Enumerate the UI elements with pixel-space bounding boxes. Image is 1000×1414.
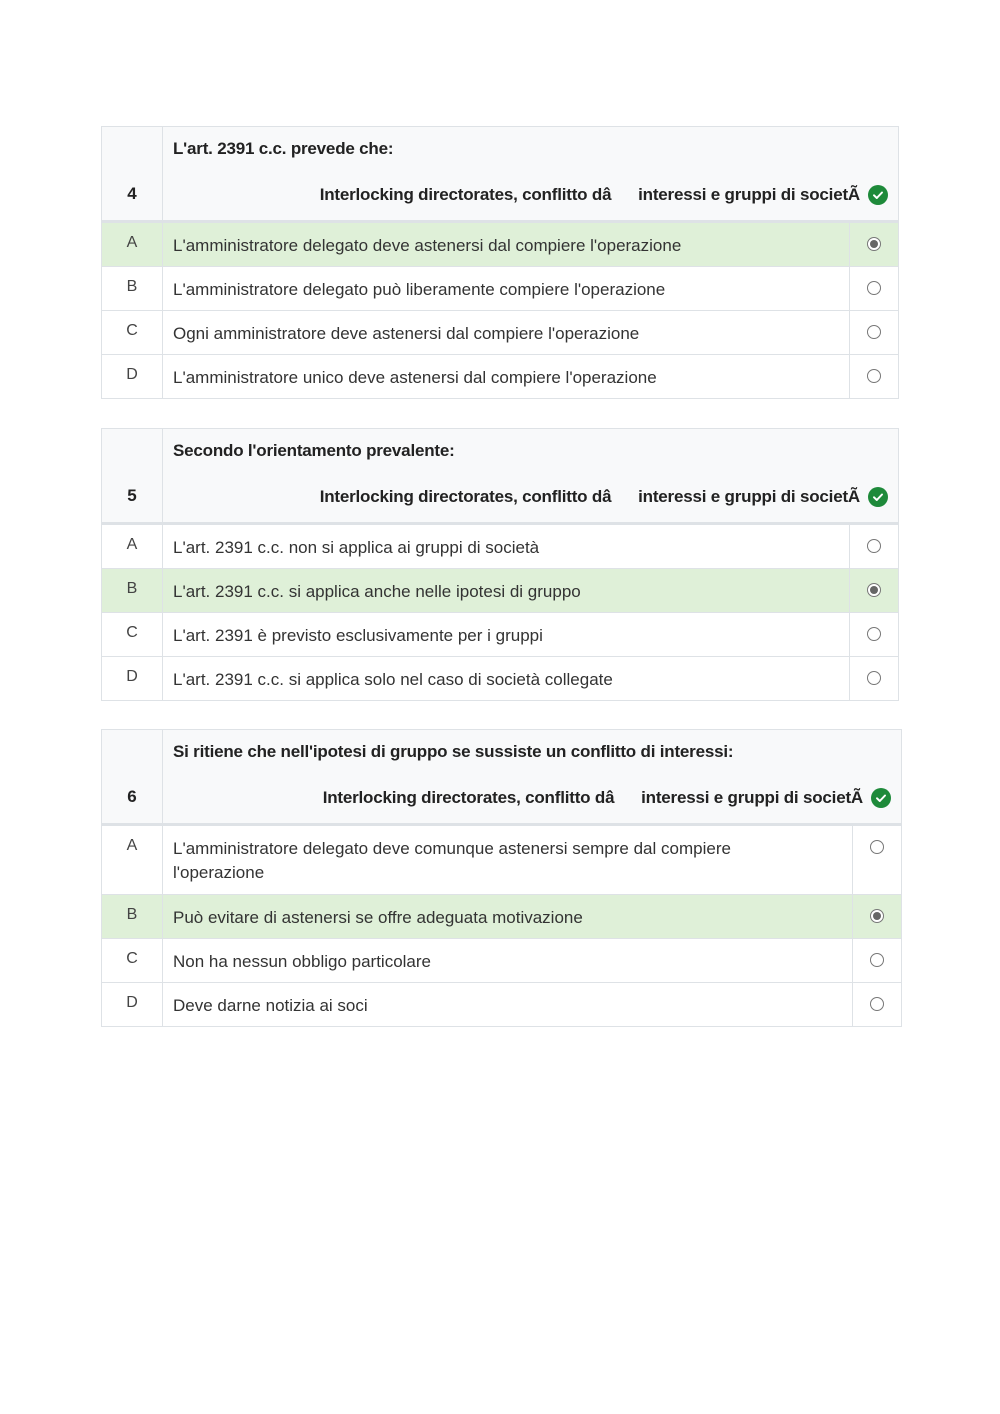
radio-icon[interactable] (867, 539, 881, 553)
radio-icon[interactable] (870, 997, 884, 1011)
answer-row-c[interactable] (102, 938, 901, 982)
topic-label: Interlocking directorates, conflitto dâinteressi e gruppi di societÃ (322, 788, 863, 807)
answer-text: L'amministratore delegato deve comunque astenersi sempre dal compiere l'operazione (173, 839, 731, 882)
answer-text: Ogni amministratore deve astenersi dal compiere l'operazione (173, 324, 640, 343)
radio-icon[interactable] (870, 840, 884, 854)
radio-icon[interactable] (867, 281, 881, 295)
question-header (102, 127, 898, 222)
answer-text: Può evitare di astenersi se offre adeguata motivazione (173, 908, 583, 927)
answer-letter: C (102, 311, 163, 354)
topic-label: Interlocking directorates, conflitto dâinteressi e gruppi di societÃ (319, 487, 860, 506)
answer-row-b[interactable] (102, 266, 898, 310)
answer-letter: D (102, 657, 163, 700)
topic-label: Interlocking directorates, conflitto dâinteressi e gruppi di societÃ (319, 185, 860, 204)
question-topic (320, 184, 888, 206)
radio-icon[interactable] (870, 953, 884, 967)
answer-letter: A (102, 223, 163, 266)
check-circle-icon (871, 788, 891, 808)
answer-text: L'art. 2391 c.c. si applica anche nelle ipotesi di gruppo (173, 582, 581, 601)
question-block-4 (101, 126, 899, 399)
answer-row-d[interactable] (102, 982, 901, 1026)
question-number: 5 (102, 429, 163, 522)
check-circle-icon (868, 487, 888, 507)
answer-text: L'amministratore unico deve astenersi dal compiere l'operazione (173, 368, 657, 387)
answer-letter: D (102, 355, 163, 398)
answer-row-b[interactable] (102, 894, 901, 938)
answer-row-a[interactable] (102, 825, 901, 894)
answer-letter: B (102, 895, 163, 938)
answer-letter: A (102, 525, 163, 568)
question-number: 4 (102, 127, 163, 220)
answer-text: L'art. 2391 è previsto esclusivamente per i gruppi (173, 626, 543, 645)
radio-icon[interactable] (867, 369, 881, 383)
radio-icon[interactable] (867, 325, 881, 339)
answer-row-c[interactable] (102, 612, 898, 656)
check-circle-icon (868, 185, 888, 205)
answer-text: L'art. 2391 c.c. si applica solo nel caso di società collegate (173, 670, 613, 689)
radio-icon[interactable] (870, 909, 884, 923)
answer-row-c[interactable] (102, 310, 898, 354)
answer-row-d[interactable] (102, 656, 898, 700)
radio-icon[interactable] (867, 627, 881, 641)
question-header (102, 429, 898, 524)
answer-text: L'amministratore delegato deve astenersi dal compiere l'operazione (173, 236, 682, 255)
radio-icon[interactable] (867, 583, 881, 597)
question-header (102, 730, 901, 825)
question-text: L'art. 2391 c.c. prevede che: (173, 139, 394, 158)
question-block-5 (101, 428, 899, 701)
answer-text: L'amministratore delegato può liberamente compiere l'operazione (173, 280, 666, 299)
question-topic (323, 787, 891, 809)
question-number: 6 (102, 730, 163, 823)
question-block-6 (101, 729, 902, 1027)
question-text: Secondo l'orientamento prevalente: (173, 441, 455, 460)
answer-letter: A (102, 826, 163, 894)
answer-letter: C (102, 939, 163, 982)
answer-text: Non ha nessun obbligo particolare (173, 952, 432, 971)
answer-row-b[interactable] (102, 568, 898, 612)
answer-text: L'art. 2391 c.c. non si applica ai gruppi di società (173, 538, 540, 557)
question-topic (320, 486, 888, 508)
answer-letter: B (102, 267, 163, 310)
answer-row-d[interactable] (102, 354, 898, 398)
answer-row-a[interactable] (102, 524, 898, 568)
answer-letter: D (102, 983, 163, 1026)
answer-row-a[interactable] (102, 222, 898, 266)
radio-icon[interactable] (867, 671, 881, 685)
question-text: Si ritiene che nell'ipotesi di gruppo se sussiste un conflitto di interessi: (173, 742, 734, 761)
answer-letter: B (102, 569, 163, 612)
answer-text: Deve darne notizia ai soci (173, 996, 368, 1015)
answer-letter: C (102, 613, 163, 656)
radio-icon[interactable] (867, 237, 881, 251)
